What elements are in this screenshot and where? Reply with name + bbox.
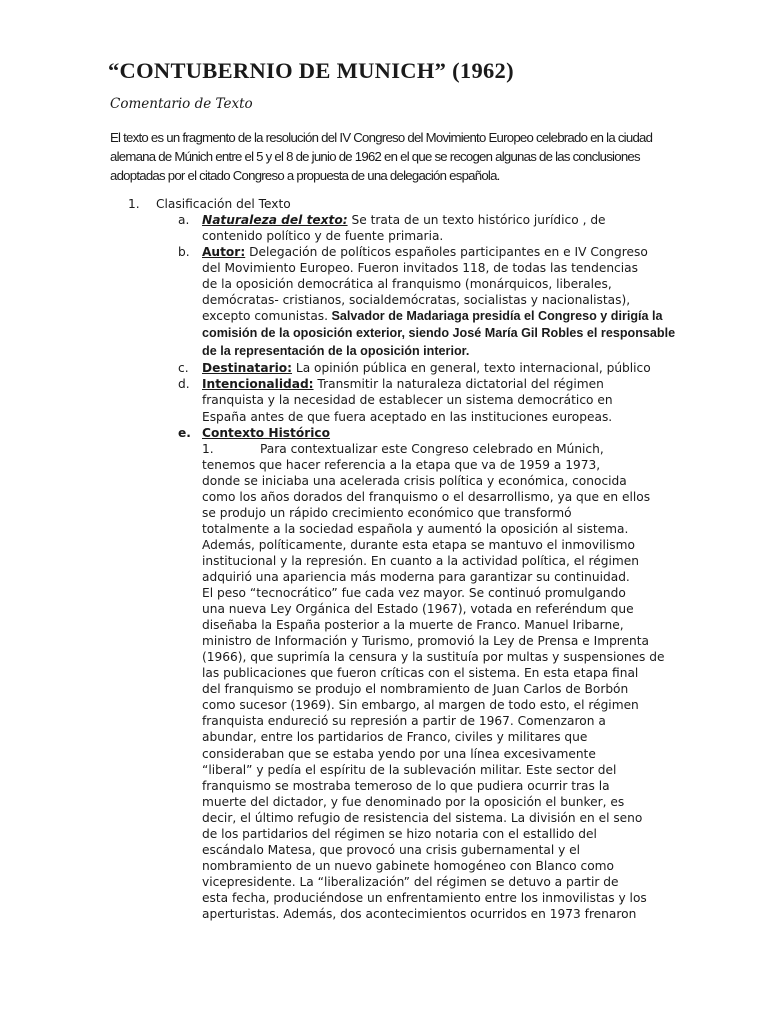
context-line: una nueva Ley Orgánica del Estado (1967), votada en referéndum que: [202, 602, 634, 617]
context-line: nombramiento de un nuevo gabinete homogéneo con Blanco como: [202, 858, 614, 873]
item-text: Delegación de políticos españoles participantes en e IV Congreso: [245, 245, 648, 260]
item-text: del Movimiento Europeo. Fueron invitados 118, de todas las tendencias: [202, 261, 638, 276]
context-paragraph: [202, 457, 665, 922]
list-marker: b.: [178, 245, 190, 260]
item-label: Intencionalidad:: [202, 377, 314, 392]
list-item-intencionalidad: [128, 376, 668, 424]
paragraph-number: 1.: [202, 441, 214, 456]
document-subtitle: Comentario de Texto: [110, 96, 253, 112]
context-line: como los años dorados del franquismo o el desarrollismo, ya que en ellos: [202, 489, 651, 504]
item-label: Contexto Histórico: [202, 425, 331, 440]
list-item-destinatario: [128, 360, 668, 376]
context-line: “liberal” y pedía el espíritu de la sublevación militar. Este sector del: [202, 762, 617, 777]
context-line: (1966), que suprimía la censura y la sustituía por multas y suspensiones de: [202, 650, 665, 665]
context-line: del franquismo se produjo el nombramiento de Juan Carlos de Borbón: [202, 682, 629, 697]
list-item-contexto: [128, 425, 668, 922]
section-heading: [128, 196, 668, 212]
context-line: adquirió una apariencia más moderna para garantizar su continuidad.: [202, 569, 630, 584]
context-line: donde se iniciaba una acelerada crisis política y económica, conocida: [202, 473, 627, 488]
item-label: Destinatario:: [202, 361, 293, 376]
context-line: ministro de Información y Turismo, promovió la Ley de Prensa e Imprenta: [202, 634, 650, 649]
document-title: “CONTUBERNIO DE MUNICH” (1962): [108, 58, 514, 83]
item-text: Se trata de un texto histórico jurídico , de: [347, 213, 606, 228]
list-marker: c.: [178, 361, 189, 376]
context-line: franquista endureció su represión a partir de 1967. Comenzaron a: [202, 714, 606, 729]
item-text: franquista y la necesidad de establecer un sistema democrático en: [202, 393, 613, 408]
list-item-autor: [128, 244, 676, 360]
item-text: España antes de que fuera aceptado en las instituciones europeas.: [202, 409, 613, 424]
item-text: de la oposición democrática al franquismo (monárquicos, liberales,: [202, 277, 612, 292]
item-text: Transmitir la naturaleza dictatorial del régimen: [313, 377, 604, 392]
context-line: diseñaba la España posterior a la muerte de Franco. Manuel Iribarne,: [202, 618, 624, 633]
intro-paragraph: [110, 128, 655, 185]
context-line: totalmente a la sociedad española y aumentó la oposición al sistema.: [202, 521, 629, 536]
item-text: contenido político y de fuente primaria.: [202, 229, 444, 244]
context-line: decir, el último refugio de resistencia del sistema. La división en el seno: [202, 810, 643, 825]
context-line: se produjo un rápido crecimiento económico que transformó: [202, 505, 572, 520]
item-label: Autor:: [202, 245, 246, 260]
item-bold-text: comisión de la oposición exterior, siendo José María Gil Robles el responsable: [202, 326, 676, 341]
context-line: aperturistas. Además, dos acontecimientos ocurridos en 1973 frenaron: [202, 906, 637, 921]
list-item-naturaleza: [128, 212, 668, 244]
item-bold-text: Salvador de Madariaga presidía el Congreso y dirigía la: [328, 309, 663, 324]
list-marker: d.: [178, 377, 190, 392]
intro-line: alemana de Múnich entre el 5 y el 8 de junio de 1962 en el que se recogen algunas de las conclusiones: [110, 149, 640, 164]
context-line: como sucesor (1969). Sin embargo, al margen de todo esto, el régimen: [202, 698, 639, 713]
item-text: Para contextualizar este Congreso celebrado en Múnich,: [260, 441, 604, 456]
context-line: escándalo Matesa, que provocó una crisis gubernamental y el: [202, 842, 581, 857]
intro-line: adoptadas por el citado Congreso a propuesta de una delegación española.: [110, 168, 500, 183]
intro-line: El texto es un fragmento de la resolución del IV Congreso del Movimiento Europeo celebrado en la ciudad: [110, 130, 653, 145]
context-line: abundar, entre los partidarios de Franco, civiles y militares que: [202, 730, 588, 745]
context-line: de los partidarios del régimen se hizo notaria con el estallido del: [202, 826, 597, 841]
context-line: muerte del dictador, y fue denominado por la oposición el bunker, es: [202, 794, 625, 809]
context-line: las publicaciones que fueron críticas con el sistema. En esta etapa final: [202, 666, 639, 681]
list-marker: e.: [178, 425, 191, 440]
item-text: La opinión pública en general, texto internacional, público: [292, 361, 651, 376]
context-line: El peso “tecnocrático” fue cada vez mayor. Se continuó promulgando: [202, 586, 626, 601]
context-line: vicepresidente. La “liberalización” del régimen se detuvo a partir de: [202, 874, 619, 889]
context-line: esta fecha, produciéndose un enfrentamiento entre los inmovilistas y los: [202, 890, 647, 905]
item-text: demócratas- cristianos, socialdemócratas, socialistas y nacionalistas),: [202, 293, 631, 308]
context-line: institucional y la represión. En cuanto a la actividad política, el régimen: [202, 553, 639, 568]
section-title: Clasificación del Texto: [156, 197, 291, 211]
context-line: Además, políticamente, durante esta etapa se mantuvo el inmovilismo: [202, 537, 635, 552]
item-label: Naturaleza del texto:: [202, 213, 348, 228]
classification-list: [128, 196, 676, 922]
list-marker: a.: [178, 213, 190, 228]
item-bold-text: de la representación de la oposición interior.: [202, 344, 470, 359]
context-line: tenemos que hacer referencia a la etapa que va de 1959 a 1973,: [202, 457, 601, 472]
section-number: 1.: [128, 197, 140, 211]
item-text: excepto comunistas.: [202, 309, 329, 324]
context-line: franquismo se mostraba temeroso de lo que pudiera ocurrir tras la: [202, 778, 610, 793]
context-line: consideraban que se estaba yendo por una línea excesivamente: [202, 746, 596, 761]
